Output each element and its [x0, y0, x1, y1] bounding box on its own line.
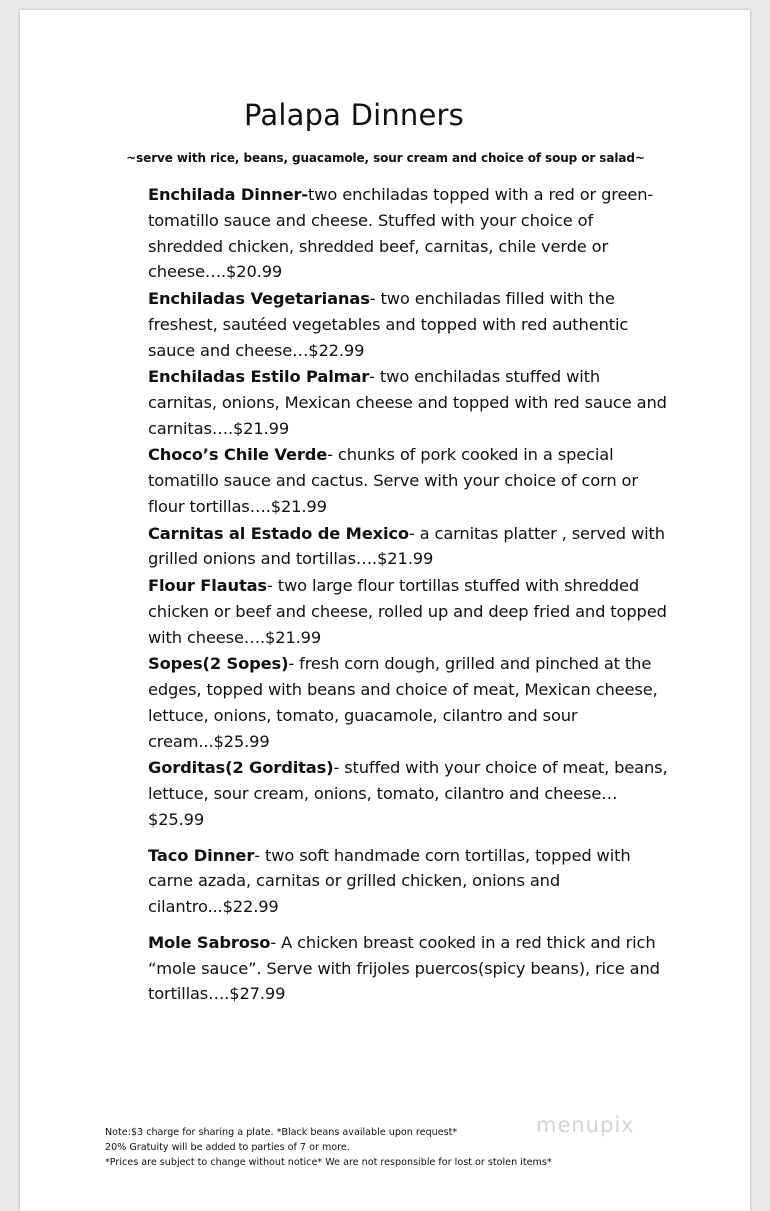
menu-item — [148, 286, 668, 363]
menu-item-description: - two soft handmade corn tortillas, topped with carne azada, carnitas or grilled chicken, onions and cilantro...$22.99 — [148, 845, 631, 917]
menu-item-description: - two enchiladas filled with the freshest, sautéed vegetables and topped with red authentic sauce and cheese…$22.99 — [148, 288, 629, 360]
footer-note-line: 20% Gratuity will be added to parties of 7 or more. — [105, 1142, 350, 1153]
menu-item-description: - two large flour tortillas stuffed with shredded chicken or beef and cheese, rolled up and deep fried and topped with cheese….$21.99 — [148, 575, 667, 647]
footer-note-line: Note:$3 charge for sharing a plate. *Black beans available upon request* — [105, 1127, 458, 1138]
menu-item-list — [148, 182, 668, 1008]
menu-item-name: Enchiladas Vegetarianas — [148, 288, 370, 308]
menu-item-name: Carnitas al Estado de Mexico — [148, 523, 409, 543]
menu-item-description: - fresh corn dough, grilled and pinched at the edges, topped with beans and choice of meat, Mexican cheese, lettuce, onions, tomato, guacamole, cilantro and sour cream...$25.99 — [148, 654, 658, 751]
menu-item-name: Taco Dinner — [148, 845, 255, 865]
menu-item-name: Mole Sabroso — [148, 932, 271, 952]
menu-item — [148, 930, 668, 1007]
menu-item — [148, 843, 668, 920]
menu-item-description: - a carnitas platter , served with grilled onions and tortillas….$21.99 — [148, 523, 665, 569]
menu-item — [148, 651, 668, 754]
menu-item-name: Enchilada Dinner- — [148, 185, 308, 204]
menu-item — [148, 442, 668, 519]
menu-item-name: Flour Flautas — [148, 575, 267, 595]
watermark-logo: menupix — [536, 1113, 635, 1137]
menu-item-description: - A chicken breast cooked in a red thick and rich “mole sauce”. Serve with frijoles puercos(spicy beans), rice and tortillas….$27.99 — [148, 932, 660, 1004]
menu-item-description: - stuffed with your choice of meat, beans, lettuce, sour cream, onions, tomato, cilantro and cheese…$25.99 — [148, 758, 668, 829]
menu-item-description: - two enchiladas stuffed with carnitas, onions, Mexican cheese and topped with red sauce and carnitas….$21.99 — [148, 367, 667, 438]
menu-item-name: Gorditas(2 Gorditas) — [148, 758, 334, 778]
menu-page — [20, 10, 750, 1211]
footer-notes — [105, 1125, 552, 1170]
page-title: Palapa Dinners — [243, 98, 464, 132]
menu-item — [148, 521, 668, 573]
footer-note-line: *Prices are subject to change without notice* We are not responsible for lost or stolen items* — [105, 1157, 552, 1168]
menu-item — [148, 573, 668, 650]
menu-item-name: Enchiladas Estilo Palmar — [148, 367, 370, 387]
menu-item — [148, 364, 668, 441]
menu-item-description: - chunks of pork cooked in a special tomatillo sauce and cactus. Serve with your choice of corn or flour tortillas….$21.99 — [148, 445, 638, 516]
menu-subtitle: ~serve with rice, beans, guacamole, sour cream and choice of soup or salad~ — [126, 151, 645, 165]
menu-item — [148, 182, 668, 285]
menu-item — [148, 755, 668, 832]
menu-item-name: Choco’s Chile Verde — [148, 445, 328, 465]
menu-item-description: two enchiladas topped with a red or green-tomatillo sauce and cheese. Stuffed with your choice of shredded chicken, shredded beef, carnitas, chile verde or cheese….$20.99 — [148, 185, 654, 282]
menu-item-name: Sopes(2 Sopes) — [148, 654, 289, 674]
